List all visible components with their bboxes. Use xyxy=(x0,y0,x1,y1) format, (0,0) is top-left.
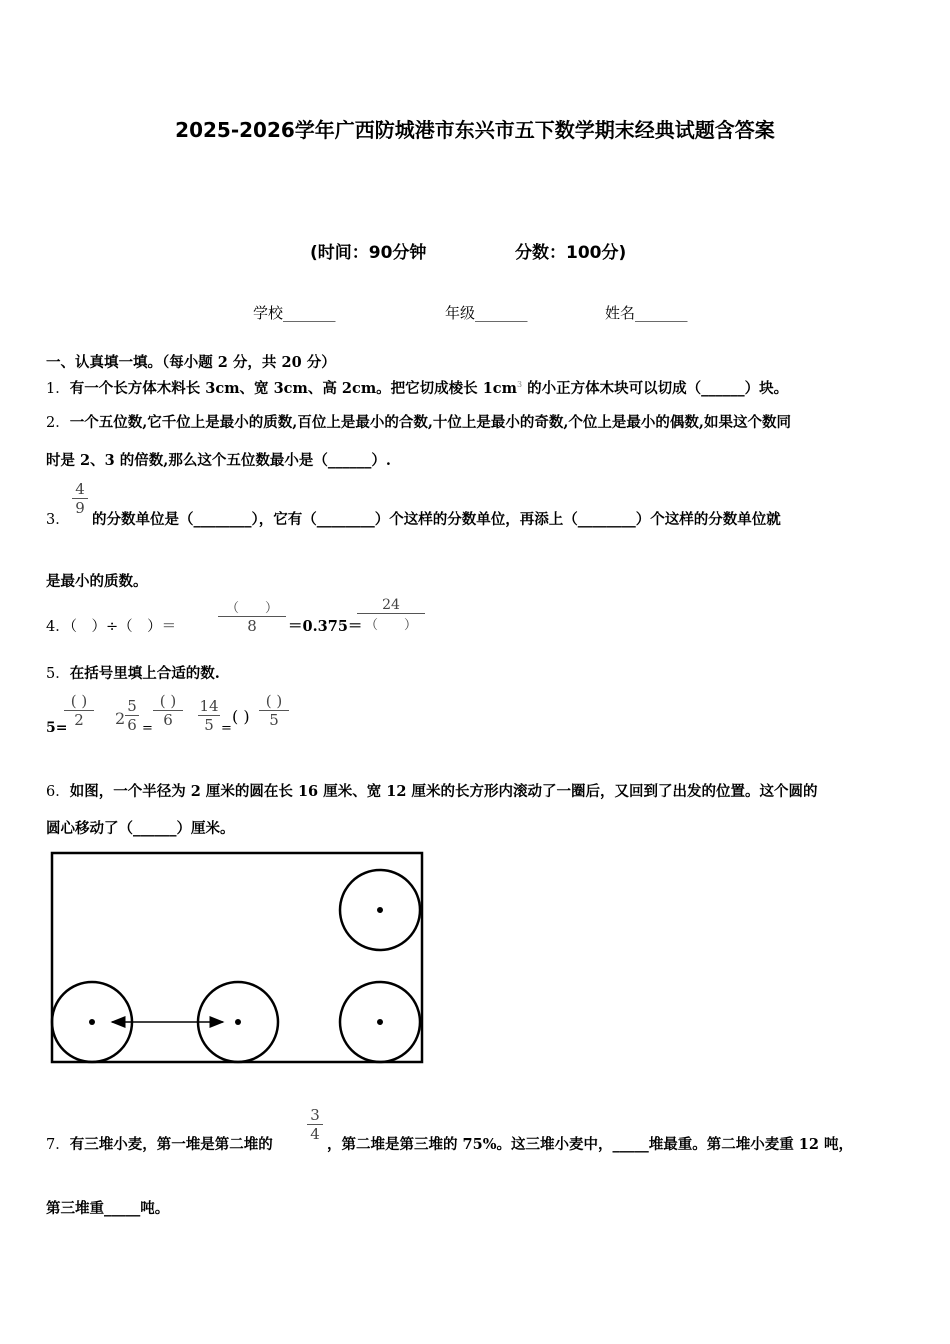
q5-c-denominator: 5 xyxy=(204,716,214,734)
q5-a-numerator: ( ) xyxy=(70,692,88,710)
question-7 xyxy=(46,1133,273,1154)
circle-center-bottom-left xyxy=(89,1019,95,1025)
q7-part2: ，第二堆是第三堆的 75%。这三堆小麦中，_____堆最重。第二堆小麦重 12 吨， xyxy=(327,1136,854,1153)
q1-text: 有一个长方体木料长 3cm、宽 3cm、高 2cm。把它切成棱长 1cm xyxy=(69,380,517,397)
exam-score: 分数：100分) xyxy=(515,243,627,263)
q5-a-fraction xyxy=(64,692,94,729)
q2-line1: 一个五位数,它千位上是最小的质数,百位上是最小的合数,十位上是最小的奇数,个位上是最小的偶数,如果这个数同 xyxy=(69,414,791,431)
q4-part1: （ ）÷（ ）＝ xyxy=(69,619,177,635)
q4-f1-numerator: （ ） xyxy=(225,601,278,616)
section-heading: 一、认真填一填。（每小题 2 分，共 20 分） xyxy=(46,354,336,371)
exam-time: (时间：90分钟 xyxy=(310,243,427,263)
q3-fraction xyxy=(72,480,88,517)
question-2-line1 xyxy=(46,411,791,432)
q2-number: 2． xyxy=(46,415,70,431)
school-field: 学校_______ xyxy=(253,304,336,322)
q3-num: 3． xyxy=(46,512,70,528)
q1-number: 1． xyxy=(46,381,70,397)
q6-line2: 圆心移动了（______）厘米。 xyxy=(46,820,235,837)
page-title: 2025-2026学年广西防城港市东兴市五下数学期末经典试题含答案 xyxy=(175,118,775,142)
q5-number: 5． xyxy=(46,666,70,682)
q5-c-result xyxy=(259,692,289,729)
q4-f2-numerator: 24 xyxy=(382,597,400,613)
question-5 xyxy=(46,662,220,683)
q1-text2: 的小正方体木块可以切成（______）块。 xyxy=(527,380,789,397)
q6-number: 6． xyxy=(46,784,70,800)
q5-b-result-denominator: 6 xyxy=(163,711,173,729)
rectangle xyxy=(52,853,422,1062)
circle-center-bottom-middle xyxy=(235,1019,241,1025)
q3-number xyxy=(46,508,70,529)
q7-part1: 有三堆小麦，第一堆是第二堆的 xyxy=(69,1136,273,1153)
q5-c-paren: ( ) xyxy=(232,707,250,726)
q7-number: 7． xyxy=(46,1137,70,1153)
question-1 xyxy=(46,377,788,398)
q5-text: 在括号里填上合适的数. xyxy=(69,665,220,682)
q3-frac-numerator: 4 xyxy=(75,480,85,498)
question-6-line1 xyxy=(46,780,817,801)
q5-b-whole: 2 xyxy=(115,709,126,728)
q5-b-fraction xyxy=(125,697,139,734)
q4-number: 4． xyxy=(46,619,70,635)
q5-c-numerator: 14 xyxy=(199,697,219,715)
circle-center-top-right xyxy=(377,907,383,913)
q3-frac-denominator: 9 xyxy=(75,499,85,517)
q4-fraction-2 xyxy=(357,597,425,633)
q3-text: 的分数单位是（________），它有（________）个这样的分数单位，再添上（________）个这样的分数单位就 xyxy=(92,511,781,528)
q5-b-result xyxy=(153,692,183,729)
q5-b-denominator: 6 xyxy=(127,716,137,734)
q5-c-fraction xyxy=(198,697,220,734)
q7-line2: 第三堆重_____吨。 xyxy=(46,1200,170,1217)
q4-fraction-1 xyxy=(218,597,286,635)
q4-f2-denominator: （ ） xyxy=(364,618,417,633)
q3-line2: 是最小的质数。 xyxy=(46,573,148,590)
q2-line2: 时是 2、3 的倍数,那么这个五位数最小是（______）. xyxy=(46,452,391,469)
q5-a-left: 5= xyxy=(46,720,68,736)
q5-c-equals: = xyxy=(221,721,232,736)
circle-center-bottom-right xyxy=(377,1019,383,1025)
q5-b-numerator: 5 xyxy=(127,697,137,715)
q5-c-result-numerator: ( ) xyxy=(265,692,283,710)
q4-f1-denominator: 8 xyxy=(247,617,257,635)
q5-a-denominator: 2 xyxy=(74,711,84,729)
question-4 xyxy=(46,615,176,636)
q5-c-result-denominator: 5 xyxy=(269,711,279,729)
q6-line1: 如图，一个半径为 2 厘米的圆在长 16 厘米、宽 12 厘米的长方形内滚动了一圈后，又回到了出发的位置。这个圆的 xyxy=(69,783,818,800)
q5-b-equals: = xyxy=(142,721,153,736)
q6-rectangle-figure xyxy=(40,845,440,1070)
q7-fraction xyxy=(307,1106,323,1143)
grade-field: 年级_______ xyxy=(445,304,528,322)
q5-b-result-numerator: ( ) xyxy=(159,692,177,710)
name-field: 姓名_______ xyxy=(605,304,688,322)
q1-sup: 3 xyxy=(516,380,523,390)
q7-frac-numerator: 3 xyxy=(310,1106,320,1124)
q4-part2: ＝0.375＝ xyxy=(288,618,363,635)
q7-frac-denominator: 4 xyxy=(310,1125,320,1143)
